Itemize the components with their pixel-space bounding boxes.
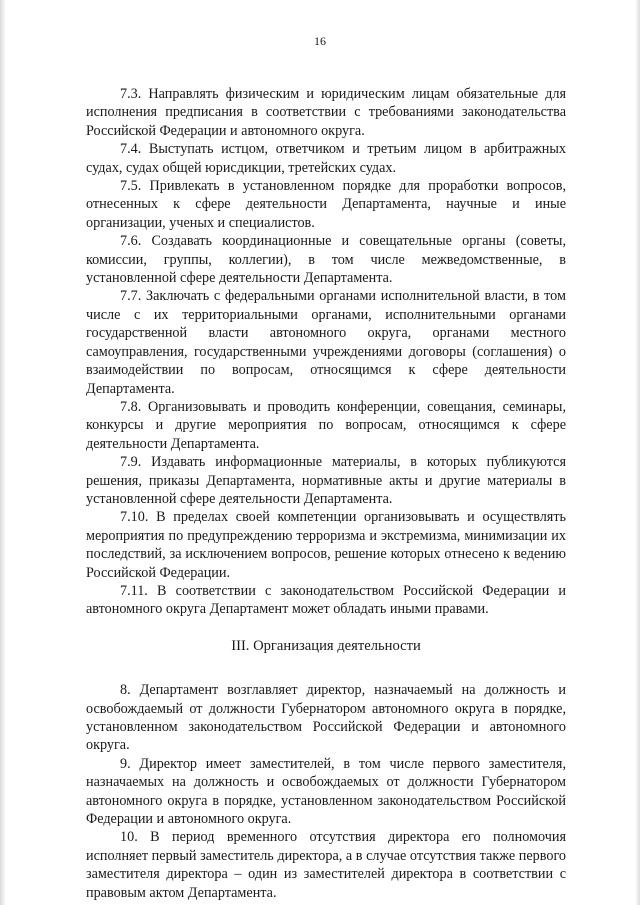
- paragraph-7-11: 7.11. В соответствии с законодательством Российской Федерации и автономного округа Департамент может обладать иными правами.: [86, 582, 566, 618]
- document-body: [86, 85, 566, 902]
- page-number: 16: [314, 34, 326, 48]
- paragraph-7-6: 7.6. Создавать координационные и совещательные органы (советы, комиссии, группы, коллегии), в том числе межведомственные, в установленной сфере деятельности Департамента.: [86, 233, 566, 287]
- paragraph-7-9: 7.9. Издавать информационные материалы, в которых публикуются решения, приказы Департамента, нормативные акты и другие материалы в установленной сфере деятельности Департамента.: [86, 454, 566, 507]
- paragraph-7-4: 7.4. Выступать истцом, ответчиком и третьим лицом в арбитражных судах, судах общей юрисдикции, третейских судах.: [86, 141, 566, 176]
- paragraph-9: 9. Директор имеет заместителей, в том числе первого заместителя, назначаемых на должность и освобождаемых от должности Губернатором автономного округа в порядке, установленном законодательством Российской Федерации и автономного округа.: [86, 755, 566, 828]
- paragraph-10: 10. В период временного отсутствия директора его полномочия исполняет первый заместитель директора, а в случае отсутствия также первого заместителя директора – один из заместителей директора в соответствии с правовым актом Департамента.: [86, 829, 566, 901]
- paragraph-7-3: 7.3. Направлять физическим и юридическим лицам обязательные для исполнения предписания в соответствии с требованиями законодательства Российской Федерации и автономного округа.: [86, 86, 566, 139]
- page-edge-shadow-right: [635, 0, 640, 905]
- paragraph-7-8: 7.8. Организовывать и проводить конференции, совещания, семинары, конкурсы и другие мероприятия по вопросам, относящимся к сфере деятельности Департамента.: [86, 398, 566, 452]
- paragraph-7-5: 7.5. Привлекать в установленном порядке для проработки вопросов, отнесенных к сфере деятельности Департамента, научные и иные организации, ученых и специалистов.: [86, 178, 566, 231]
- page-edge-shadow-left: [0, 0, 6, 905]
- paragraph-7-10: 7.10. В пределах своей компетенции организовывать и осуществлять мероприятия по предупреждению терроризма и экстремизма, минимизации их последствий, за исключением вопросов, решение которых отнесено к ведению Российской Федерации.: [86, 509, 566, 581]
- paragraph-7-7: 7.7. Заключать с федеральными органами исполнительной власти, в том числе с их территориальными органами, исполнительными органами государственной власти автономного округа, органами местного самоуправления, государственными учреждениями договоры (соглашения) о взаимодействии по вопросам, относящимся к сфере деятельности Департамента.: [86, 288, 566, 397]
- paragraph-8: 8. Департамент возглавляет директор, назначаемый на должность и освобождаемый от должности Губернатором автономного округа в порядке, установленном законодательством Российской Федерации и автономного округа.: [86, 682, 566, 754]
- section-heading: III. Организация деятельности: [231, 637, 421, 654]
